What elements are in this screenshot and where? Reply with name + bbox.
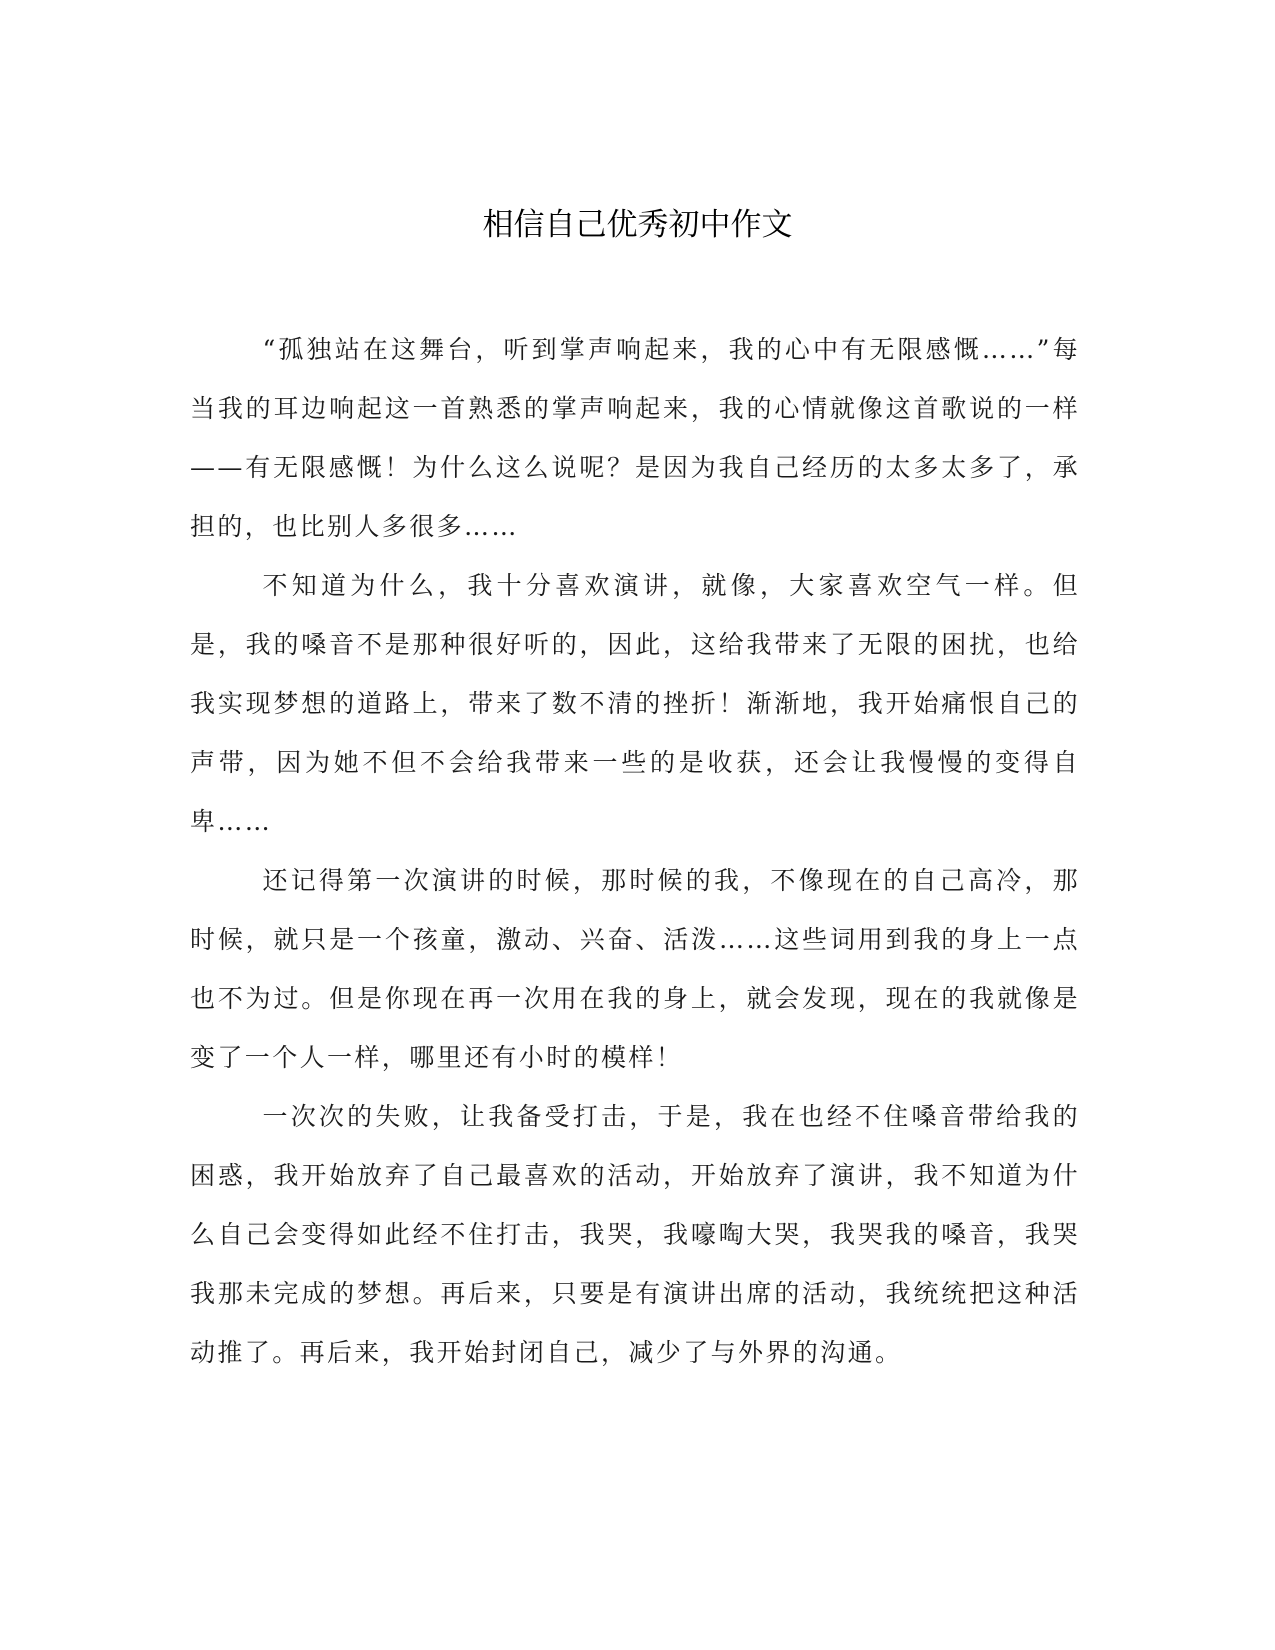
paragraph-4: 一次次的失败，让我备受打击，于是，我在也经不住嗓音带给我的困惑，我开始放弃了自己最喜欢的活动，开始放弃了演讲，我不知道为什么自己会变得如此经不住打击，我哭，我嚎啕大哭，我哭我的嗓音，我哭我那未完成的梦想。再后来，只要是有演讲出席的活动，我统统把这种活动推了。再后来，我开始封闭自己，减少了与外界的沟通。 — [190, 1102, 1080, 1367]
paragraph-3: 还记得第一次演讲的时候，那时候的我，不像现在的自己高冷，那时候，就只是一个孩童，激动、兴奋、活泼……这些词用到我的身上一点也不为过。但是你现在再一次用在我的身上，就会发现，现在的我就像是变了一个人一样，哪里还有小时的模样！ — [190, 866, 1080, 1072]
document-title: 相信自己优秀初中作文 — [482, 207, 793, 243]
paragraph-1: “孤独站在这舞台，听到掌声响起来，我的心中有无限感慨……”每当我的耳边响起这一首熟悉的掌声响起来，我的心情就像这首歌说的一样——有无限感慨！为什么这么说呢？是因为我自己经历的太多太多了，承担的，也比别人多很多…… — [190, 335, 1080, 541]
paragraph-2: 不知道为什么，我十分喜欢演讲，就像，大家喜欢空气一样。但是，我的嗓音不是那种很好听的，因此，这给我带来了无限的困扰，也给我实现梦想的道路上，带来了数不清的挫折！渐渐地，我开始痛恨自己的声带，因为她不但不会给我带来一些的是收获，还会让我慢慢的变得自卑…… — [190, 571, 1080, 836]
document-body — [190, 320, 1080, 1382]
